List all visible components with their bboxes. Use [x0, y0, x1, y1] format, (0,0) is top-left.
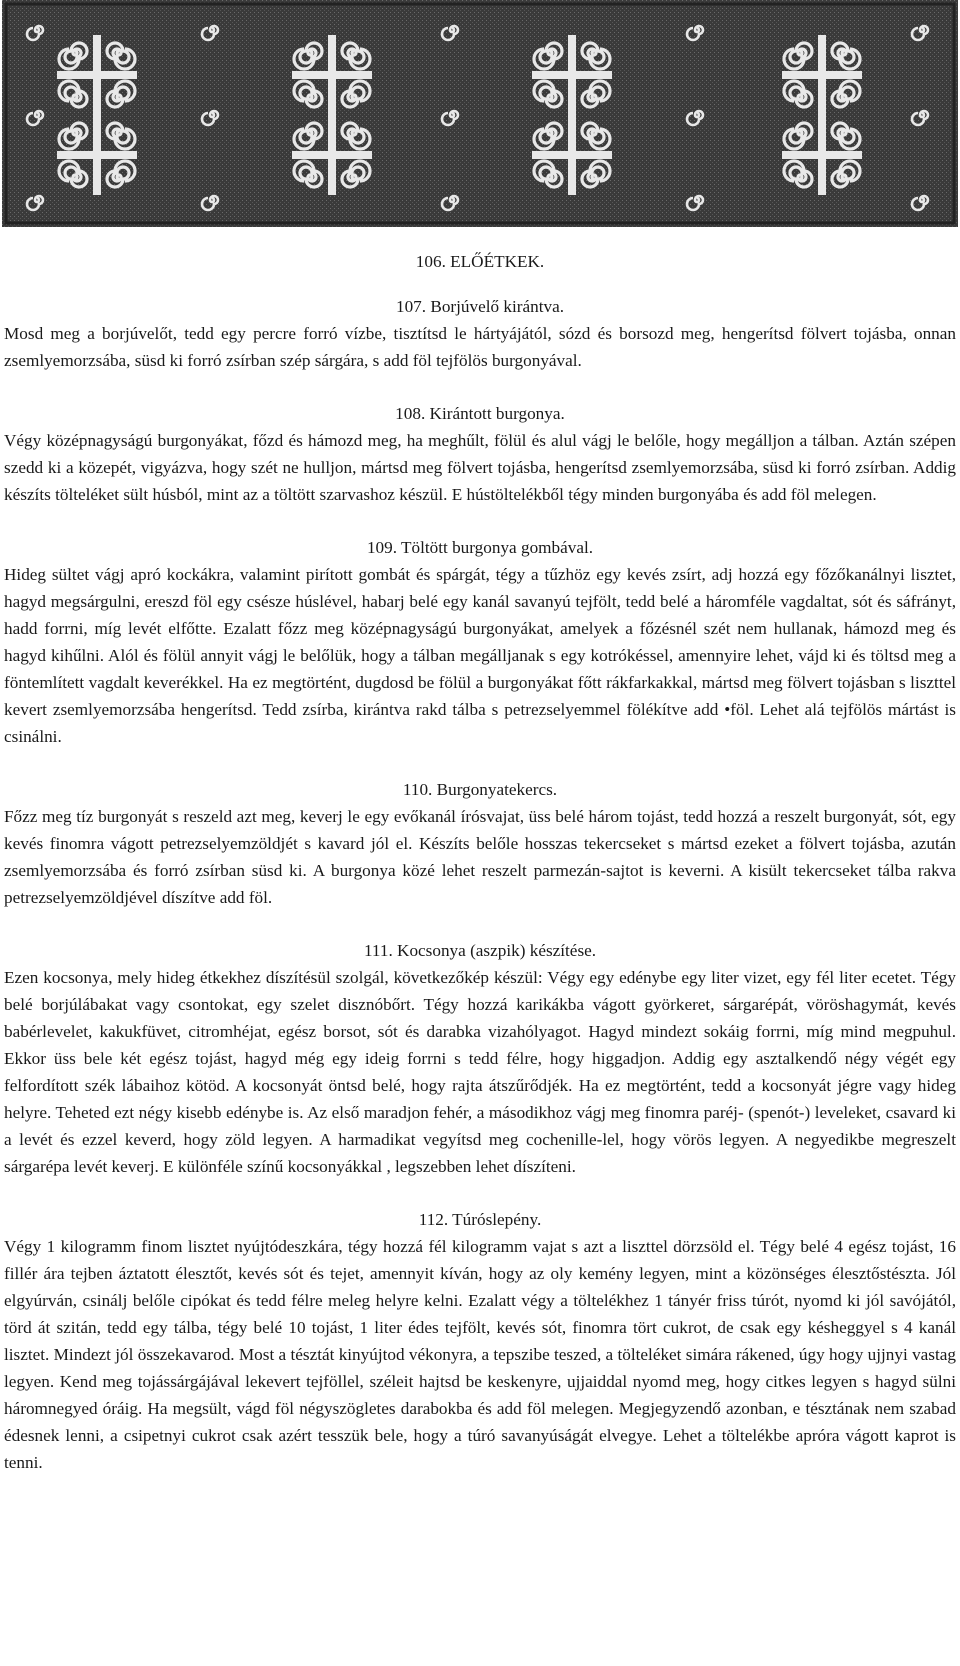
- recipe-109: [4, 534, 956, 750]
- recipe-text: Végy középnagyságú burgonyákat, főzd és hámozd meg, ha meghűlt, fölül és alul vágj le belőle, hogy megálljon a tálban. Aztán szépen szedd ki a közepét, vigyázva, hogy szét ne hulljon, mártsd meg fölvert tojásba, hengerítsd zsemlyemorzsába, süsd ki forró zsírban. Addig készíts tölteléket sült húsból, mint az a töltött szarvashoz készül. E hústöltelékből tégy minden burgonyába és add föl melegen.: [4, 431, 956, 504]
- recipe-107: [4, 293, 956, 374]
- recipe-112: [4, 1206, 956, 1476]
- recipe-text: Végy 1 kilogramm finom lisztet nyújtódeszkára, tégy hozzá fél kilogramm vajat s azt a liszttel dörzsöld el. Tégy belé 4 egész tojást, 16 fillér ára tejben áztatott élesztőt, kevés sót és tejet, amennyit kíván, hogy az oly kemény legyen, mint a közönséges élesztőstészta. Jól elgyúrván, csinálj belőle cipókat és tedd félre meleg helyre kelni. Ezalatt végy a töltelékhez 1 tányér friss túrót, nyomd ki jól savójától, törd át szitán, tedd egy tálba, tégy belé 10 tojást, 1 liter édes tejfölt, kevés sót, finomra tört cukrot, de csak egy késheggyel s 4 kanál lisztet. Mindezt jól összekavarod. Most a tésztát kinyújtod vékonyra, a tepszibe teszed, a tölteléket simára rákened, úgy hogy ujjnyi vastag legyen. Kend meg tojássárgájával lekevert tejföllel, széleit hajtsd be keskenyre, ujjaiddal nyomd meg, hogy citkes legyen s hagyd sülni háromnegyed óráig. Ha megsült, vágd föl négyszögletes darabokba és add föl melegen. Megjegyzendő azonban, e tésztának nem szabad édesnek lenni, a csipetnyi cukrot csak azért tesszük bele, hogy a túró savanyúságát elvegye. Lehet a töltelékbe apróra vágott kaprot is tenni.: [4, 1237, 956, 1472]
- recipe-110: [4, 776, 956, 911]
- recipe-title: 112. Túróslepény.: [418, 1210, 542, 1229]
- recipe-text: Mosd meg a borjúvelőt, tedd egy percre forró vízbe, tisztítsd le hártyájától, sózd és borsozd meg, hengerítsd fölvert tojásba, onnan zsemlyemorzsába, süsd ki forró zsírban szép sárgára, s add föl tejfölös burgonyával.: [4, 324, 956, 370]
- recipe-title: 109. Töltött burgonya gombával.: [366, 538, 594, 557]
- recipe-111: [4, 937, 956, 1180]
- chapter-heading: 106. ELŐÉTKEK.: [415, 252, 545, 271]
- recipe-title: 111. Kocsonya (aszpik) készítése.: [363, 941, 597, 960]
- document-page: [4, 248, 956, 1476]
- recipe-title: 110. Burgonyatekercs.: [402, 780, 558, 799]
- recipe-text: Ezen kocsonya, mely hideg étkekhez díszítésül szolgál, következőkép készül: Végy egy edénybe egy liter vizet, egy fél liter ecetet. Tégy belé borjúlábakat vagy csontokat, egy szelet disznóbőrt. Tégy hozzá karikákba vágott györkeret, sárgarépát, vöröshagymát, kevés babérlevelet, kakukfüvet, citromhéjat, egész borsot, sót és darabka vizahólyagot. Hagyd mindezt sokáig forrni, míg mind megpuhul. Ekkor üss bele két egész tojást, hagyd még egy ideig forrni s tedd félre, hogy higgadjon. Addig egy asztalkendő négy végét egy felfordított szék lábaihoz kötöd. A kocsonyát öntsd belé, hogy rajta átszűrődjék. Ha ez megtörtént, tedd a kocsonyát jégre vagy hideg helyre. Teheted ezt négy kisebb edénybe is. Az első maradjon fehér, a másodikhoz vágj meg finomra paréj- (spenót-) leveleket, csavard ki a levét és ezzel keverd, hogy zöld legyen. A harmadikat vegyítsd meg cochenille-lel, hogy vörös legyen. A negyedikbe megreszelt sárgarépa levét keverj. E különféle színű kocsonyákkal , legszebben lehet díszíteni.: [4, 968, 956, 1176]
- recipe-title: 108. Kirántott burgonya.: [395, 404, 565, 423]
- recipe-title: 107. Borjúvelő kirántva.: [395, 297, 565, 316]
- recipe-108: [4, 400, 956, 508]
- decorative-spiral-border: [2, 0, 958, 227]
- recipe-text: Főzz meg tíz burgonyát s reszeld azt meg, keverj le egy evőkanál írósvajat, üss belé három tojást, tedd hozzá a reszelt burgonyát, sót, egy kevés finomra vágott petrezselyemzöldjét s kavard jól el. Készíts belőle hosszas tekercseket s mártsd ezeket a fölvert tojásba, azután zsemlyemorzsába és forró zsírban süsd ki. A burgonya közé lehet reszelt parmezán-sajtot is keverni. A kisült tekercseket tálba rakva petrezselyemzöldjével díszítve add föl.: [4, 807, 956, 907]
- recipe-text: Hideg sültet vágj apró kockákra, valamint pirított gombát és spárgát, tégy a tűzhöz egy kevés zsírt, adj hozzá egy főzőkanálnyi lisztet, hagyd megsárgulni, ereszd föl egy csésze húslével, habarj belé egy kanál savanyú tejfölt, tedd belé a háromféle vagdaltat, sót és sáfrányt, hadd forrni, míg levét elfőtte. Ezalatt főzz meg középnagyságú burgonyákat, amelyek a főzésnél szét nem hullanak, hámozd meg és hagyd kihűlni. Alól és fölül annyit vágj le belőlük, hogy a tálban megálljanak s egy kotrókéssel, amennyire lehet, vájd ki és töltsd meg a föntemlített vagdalt keverékkel. Ha ez megtörtént, dugdosd be fölül a burgonyákat főtt rákfarkakkal, mártsd meg fölvert tojásban s liszttel kevert zsemlyemorzsába hengerítsd. Tedd zsírba, kirántva rakd tálba s petrezselyemmel fölékítve add •föl. Lehet alá tejfölös mártást is csinálni.: [4, 565, 956, 746]
